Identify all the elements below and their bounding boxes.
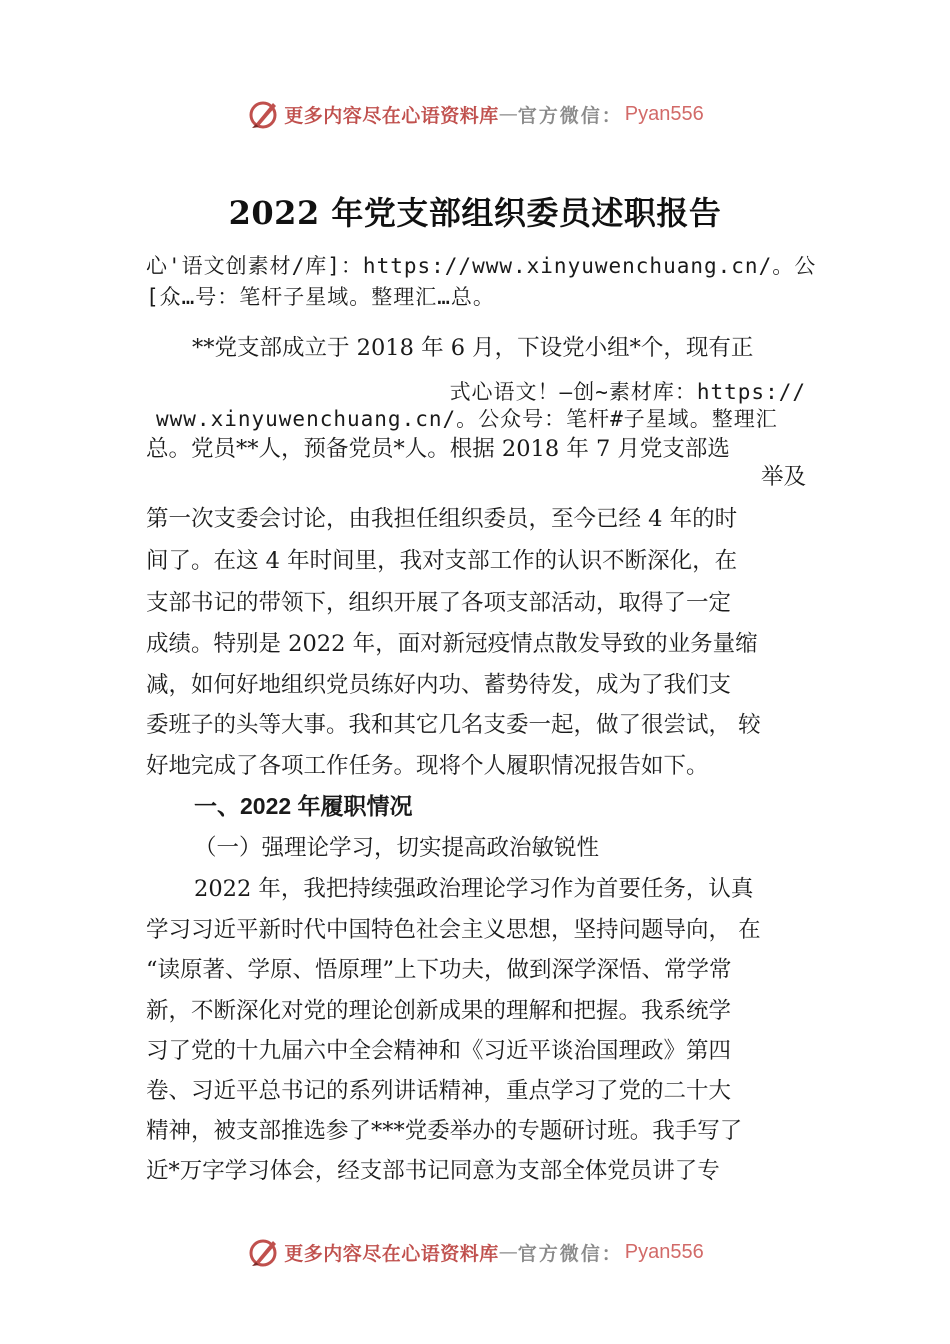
watermark-wechat-id: Pyan556 <box>624 102 704 125</box>
watermark-dash: — <box>498 1241 518 1263</box>
pen-logo-icon <box>246 1235 280 1269</box>
text-line: 式心语文！—创~素材库：https:// <box>449 380 806 404</box>
text-line: 学习习近平新时代中国特色社会主义思想，坚持问题导向， 在 <box>146 917 761 943</box>
subsection-heading: （一）强理论学习，切实提高政治敏锐性 <box>194 835 600 861</box>
text-line: **党支部成立于 2018 年 6 月，下设党小组*个，现有正 <box>192 335 754 361</box>
text-line: 间了。在这 4 年时间里，我对支部工作的认识不断深化，在 <box>146 548 738 574</box>
watermark-red-text: 更多内容尽在心语资料库 <box>284 104 499 127</box>
watermark-gray-text: 官方微信： <box>517 1242 623 1265</box>
watermark-red-text: 更多内容尽在心语资料库 <box>284 1242 499 1265</box>
text-line: 心'语文创素材/库]：https://www.xinyuwenchuang.cn/。公 <box>146 254 817 278</box>
document-title: 2022 年党支部组织委员述职报告 <box>228 194 722 232</box>
watermark-gray-text: 官方微信： <box>517 104 623 127</box>
text-line: “读原著、学原、悟原理”上下功夫，做到深学深悟、常学常 <box>146 957 732 983</box>
watermark-wechat-id: Pyan556 <box>624 1240 704 1263</box>
pen-logo-icon <box>246 97 280 131</box>
text-line: 2022 年，我把持续强政治理论学习作为首要任务，认真 <box>194 876 754 902</box>
text-line: 习了党的十九届六中全会精神和《习近平谈治国理政》第四 <box>146 1038 732 1064</box>
watermark-banner-top <box>0 94 950 134</box>
text-line: 减，如何好地组织党员练好内功、蓄势待发，成为了我们支 <box>146 672 732 698</box>
text-line: 卷、习近平总书记的系列讲话精神，重点学习了党的二十大 <box>146 1078 732 1104</box>
text-line: 新，不断深化对党的理论创新成果的理解和把握。我系统学 <box>146 998 732 1024</box>
watermark-banner-bottom <box>0 1232 950 1272</box>
text-line: [众…号：笔杆子星域。整理汇…总。 <box>146 285 495 309</box>
text-line: 举及 <box>760 464 806 490</box>
text-line: 支部书记的带领下，组织开展了各项支部活动，取得了一定 <box>146 590 732 616</box>
text-line: 精神，被支部推选参了***党委举办的专题研讨班。我手写了 <box>146 1118 743 1144</box>
text-line: 第一次支委会讨论，由我担任组织委员，至今已经 4 年的时 <box>146 506 738 532</box>
text-line: 近*万字学习体会，经支部书记同意为支部全体党员讲了专 <box>146 1158 720 1184</box>
text-line: 总。党员**人，预备党员*人。根据 2018 年 7 月党支部选 <box>146 436 730 462</box>
text-line: 成绩。特别是 2022 年，面对新冠疫情点散发导致的业务量缩 <box>146 631 758 657</box>
text-line: www.xinyuwenchuang.cn/。公众号：笔杆#子星域。整理汇 <box>156 407 778 431</box>
section-heading: 一、2022 年履职情况 <box>194 793 413 819</box>
watermark-dash: — <box>498 103 518 125</box>
text-line: 好地完成了各项工作任务。现将个人履职情况报告如下。 <box>146 753 709 779</box>
text-line: 委班子的头等大事。我和其它几名支委一起，做了很尝试， 较 <box>146 712 761 738</box>
